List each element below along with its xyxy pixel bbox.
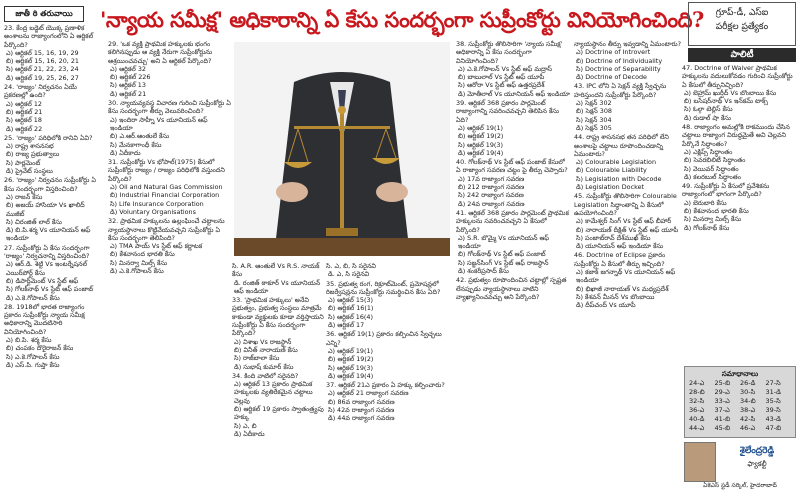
answer-option: సి) ఆర్టికల్ 21, 22, 23, 24 [6,65,79,74]
question-text: 32. ప్రాథమిక హక్కులను ఉల్లంఘించే చట్టాలను న్యాయస్థానాలు కొట్టివేయవచ్చని సుప్రీంకోర్టు ఏ కేసు సందర్భంగా తెలిపింది? [108,217,225,242]
answer-option: ఎ) విశాఖ Vs రాజస్థాన్ [234,337,292,346]
answer-key-item: 35-సి [765,397,781,405]
question-item [574,40,682,81]
question-text: 30. న్యాయవ్యవస్థ విచారణ గురించి సుప్రీంకోర్టు ఏ కేసు సందర్భంగా తీర్పు వెలువరించింది? [108,99,231,116]
answer-option: డి) ఏదీకాదు [234,429,265,438]
question-text: 34. కింది వాటిలో సరైనది? [232,371,299,380]
question-text: 31. సుప్రీంకోర్టు Vs భోపాల్(1975) కేసులో సుప్రీంకోర్టు రాజ్యం / రాజ్యం పరిధిలోకి వస్తుందని పేర్కొంది? [108,158,225,183]
answer-option: సి) ఆరోరా Vs స్టేట్ ఆఫ్ ఉత్తరప్రదేశ్ [458,81,545,90]
answer-option: సి) ఆర్టికల్ 13 [110,81,146,90]
answer-key-item: 31-డి [765,388,781,396]
answer-option: బి) ఆర్టికల్ 19(2) [328,355,374,364]
question-item [326,262,452,279]
question-text: 46. Doctrine of Eclipse ప్రకారం సుప్రీంకోర్టు ఏ కేసులో తీర్పు ఇచ్చింది? [574,251,666,268]
question-text: 23. కేంద్ర బడ్జెట్ యొక్క ప్రణాళిక అంశాలను రాజ్యాంగంలోని ఏ ఆర్టికల్ పేర్కొంది? [4,24,94,49]
answer-option: సి) ఓల్గా టెల్లిస్ కేసు [684,105,733,114]
answer-option: సి) రాజ్‌బాలా కేసు [234,354,280,363]
author-name: శైలేంద్రరెడ్డి [739,446,775,456]
question-text: 38. సుప్రీంకోర్టు తొలిసారిగా 'న్యాయ సమీక్ష' అధికారాన్ని ఏ కేసు సందర్భంగా వినియోగించింది? [456,40,563,65]
answer-option: డి) యూనియన్ ఆఫ్ ఇండియా కేసు [576,242,664,251]
answer-option: బి) డిపార్ట్‌మెంట్ Vs స్టేట్ ఆఫ్ [6,276,79,285]
answer-key-item: 45-బి [714,424,731,432]
question-item [456,40,570,98]
scales-of-justice-image [234,42,450,256]
question-item [108,217,232,275]
answer-option: బి) అజయ్ హాసియా Vs ఖాలిద్ ముజీబ్ [6,201,85,218]
question-item [456,209,570,275]
answer-option: డి) ఆర్టికల్ 19(4) [328,371,374,380]
question-text: 24. 'రాజ్యం' నిర్వచనం ఏయే ప్రకరణల్లో ఉంది? [4,83,77,100]
answer-option: డి) సెక్షన్ 305 [576,123,612,132]
question-item [682,182,796,232]
question-item [326,330,452,380]
question-text: సి. A.R. ఆంతులే Vs R.S. నాయక్ కేసు [232,262,320,279]
answer-option: డి) ఆర్టికల్ 17 [328,321,365,330]
column-6 [574,40,682,495]
answer-option: ఎ) ఇందిరా సాహ్నీ Vs యూనియన్ ఆఫ్ ఇండియా [110,115,208,132]
answer-key-item: 38-ఎ [740,406,756,414]
answer-option: ఎ) ఆర్టికల్ 21 రాజ్యాంగ సవరణ [328,389,409,398]
answer-option: బి) గోలక్‌నాథ్ Vs స్టేట్ ఆఫ్ పంజాబ్ [458,250,546,259]
question-item [232,372,324,438]
question-item [4,176,100,242]
answer-option: ఎ) రాజన్ కేసు [6,192,43,201]
exam-label-line2: పరీక్షల ప్రత్యేకం [715,22,769,32]
column-7 [682,64,796,364]
subject-label: పాలిటీ [688,48,796,62]
answer-option: ఎ) ఆర్టికల్ 19(1) [328,346,374,355]
answer-option: సి) చిరంజిత్ లాల్ కేసు [6,217,62,226]
question-text: 35. ప్రభుత్వ రంగ, రిక్రూట్‌మెంట్, ప్రమోషన్లలో రిజర్వేషన్లను సుప్రీంకోర్టు సమర్థించిన కేసు ఏది? [326,279,441,296]
answer-key-item: 33-ఎ [714,397,730,405]
answer-option: బి) బసేషర్‌నాథ్ Vs ఇన్‌కమ్ టాక్స్ [684,97,768,106]
justice-scales-photo [234,42,450,256]
answer-option: సి) Legislation with Decode [576,174,662,183]
answer-option: సి) సెక్షన్ 304 [576,115,612,124]
author-photo [684,442,716,482]
question-text: సి. ఎ, బి, సి సరైనవి [326,262,376,270]
answer-key-item: 47-బి [765,424,782,432]
answer-key-box [684,366,796,438]
answer-option: సి) గోలక్‌నాథ్ Vs స్టేట్ ఆఫ్ పంజాబ్ [6,285,94,294]
answer-option: డి. రంజిత్ ఠాకూర్ Vs యూనియన్ ఆఫ్ ఇండియా [234,278,321,295]
column-4 [326,262,452,494]
answer-option: డి) ఆర్టికల్ 22 [6,124,43,133]
answer-option: ఎ) ఎక్లిప్స్ సిద్ధాంతం [684,147,733,156]
answer-option: ఎ) ఆర్టికల్ 12 [6,99,42,108]
question-item [4,134,100,175]
answer-option: బి) ఆర్టికల్ 226 [110,73,151,82]
answer-option: ఎ) ఎ.కె.గోపాలన్ Vs స్టేట్ ఆఫ్ మద్రాస్ [458,64,553,73]
answer-option: బి) వినీత్ నారాయణ్ కేసు [234,345,298,354]
answer-option: సి) 242 రాజ్యాంగ సవరణ [458,191,524,200]
answer-key-item: 36-ఎ [689,406,705,414]
question-text: 44. రాష్ట్ర శాసనసభ తన పరిధిలో లేని అంశాలపై చట్టాలు రూపొందించడాన్ని ఏమంటారు? [574,133,669,158]
answer-option: డి) ప్రైవేట్ సంస్థలు [6,167,53,176]
answer-option: ఎ) TMA పాయ్ Vs స్టేట్ ఆఫ్ కర్ణాటక [110,242,203,251]
answer-option: బి) భిఖాజీ నారాయణ్ Vs మధ్యప్రదేశ్ [576,284,669,293]
answer-option: డి) ఎస్.పి. గుప్తా కేసు [6,360,60,369]
answer-option: సి) Life Insurance Corporation [110,199,204,208]
answer-option: సి) ఆర్టికల్ 16(4) [328,312,373,321]
answer-option: బి) Doctrine of Individuality [576,56,663,65]
author-org: ఏకెఎస్ స్టడీ సర్కిల్, హైదరాబాద్ [703,482,777,489]
answer-option: డి) రుడాల్ షా కేసు [684,113,731,122]
answer-option: బి) చంపకం దొరైరాజన్ కేసు [6,344,74,353]
answer-option: సి) పార్లమెంట్ [6,158,41,167]
answer-option: సి) మేనకాగాంధీ కేసు [110,140,162,149]
answer-option: సి) మినర్వా మిల్స్ కేసు [110,258,168,267]
answer-option: ఎ) బి.పి. శర్మ కేసు [6,335,52,344]
question-item [456,276,570,301]
question-item [456,158,570,208]
answer-option: బి) 86వ రాజ్యాంగ సవరణ [328,397,395,406]
answer-option: సి) వెయివర్ సిద్ధాంతం [684,164,739,173]
answer-option: సి) ఆర్టికల్ 19(3) [328,363,373,372]
answer-option: బి) ఆర్టికల్ 19 ప్రకారం స్వాతంత్ర్యపు హక్కు [234,405,324,422]
answer-option: డి) శంకరీప్రసాద్ కేసు [458,267,509,276]
answer-option: డి) కలరబుల్ సిద్ధాంతం [684,172,741,181]
answer-option: ఎ) ఆర్టికల్ 19(1) [458,123,504,132]
answer-key-item: 41-బి [714,415,731,423]
question-item [574,133,682,191]
page-title: 'న్యాయ సమీక్ష' అధికారాన్ని ఏ కేసు సందర్భంగా సుప్రీంకోర్టు వినియోగించింది? [100,7,704,32]
answer-option: డి) దీప్‌చంద్ Vs యూపీ [576,301,636,310]
answer-option: డి) Voluntary Organisations [110,207,196,216]
question-item [4,83,100,133]
answer-option: ఎ) Colourable Legislation [576,158,656,167]
answer-key-item: 27-సి [765,379,781,387]
question-item [108,40,232,98]
answer-key-item: 28-బి [689,388,705,396]
question-text: 42. ప్రభుత్వం రూపొందించిన చట్టాల్లో స్పష్టత లేనప్పుడు న్యాయస్థానాలు వాటిని వ్యాఖ్యానించవచ్చు అని పేర్కొంది? [456,276,567,301]
question-item [108,158,232,216]
answer-option: ఎ) కామేశ్వర్ సింగ్ Vs స్టేట్ ఆఫ్ బీహార్ [576,217,672,226]
answer-option: బి) ఆర్టికల్ 19(2) [458,132,504,141]
answer-option: బి) ఎ.ఆర్.ఆంతులే కేసు [110,132,170,141]
answer-option: డి) ఏదీకాదు [110,148,141,157]
answer-option: సి) ఆర్టికల్ 19(3) [458,140,503,149]
question-text: 37. ఆర్టికల్ 21ఎ ప్రకారం ఏ హక్కు కల్పించారు? [326,381,445,390]
exam-label-box [688,2,796,46]
answer-option: ఎ) సెక్షన్ 302 [576,99,612,108]
answer-option: ఎ) ఆర్టికల్ 32 [110,64,146,73]
answer-key-item: 24-ఎ [689,379,705,387]
answer-option: డి) బి.పి.శర్మ Vs యూనియన్ ఆఫ్ ఇండియా [6,226,91,243]
answer-option: ఎ) 17వ రాజ్యాంగ సవరణ [458,174,525,183]
answer-option: ఎ) రాష్ట్ర శాసనసభ [6,142,54,151]
question-text: 45. సుప్రీంకోర్టు తొలిసారిగా Colourable Legislation సిద్ధాంతాన్ని ఏ కేసులో ఉపయోగించింది? [574,192,677,217]
exam-label-line1: గ్రూప్-డీ, ఎస్ఐ [715,8,769,18]
answer-option: బి) ఆర్టికల్ 16(1) [328,304,374,313]
question-text: 25. 'రాజ్యం' పరిధిలోకి రానివి ఏవి? [4,133,93,142]
answer-option: డి) ఆర్టికల్ 19(4) [458,148,504,157]
question-item [232,262,324,295]
answer-option: సి) 42వ రాజ్యాంగ సవరణ [328,406,395,415]
question-text: 40. గోలక్‌నాథ్ Vs స్టేట్ ఆఫ్ పంజాబ్ కేసులో ఏ రాజ్యాంగ సవరణ చట్టం పై తీర్పు చెప్పారు? [456,158,568,175]
answer-option: ఎ) Doctrine of Introvert [576,48,651,57]
author-role: ఫ్యాకల్టీ [747,460,767,468]
answer-option: బి) Industrial Financial Corporation [110,191,220,200]
question-item [682,123,796,181]
answer-key-item: 29-ఎ [714,388,730,396]
answer-option: సి) సజ్జన్‌సింగ్ Vs స్టేట్ ఆఫ్ రాజస్థాన్ [458,258,549,267]
question-item [232,296,324,371]
answer-option: డి) మోతీలాల్ Vs యూనియన్ ఆఫ్ ఇండియా [458,89,570,98]
answer-option: డి) గోలక్‌నాథ్ కేసు [684,223,730,232]
answer-option: డి) ఆర్టికల్ 21 [110,89,147,98]
answer-option: బి) ఆర్టికల్ 15, 16, 20, 21 [6,57,79,66]
column-5 [456,40,570,495]
question-item [456,99,570,157]
answer-option: డి) ఆర్టికల్ 19, 25, 26, 27 [6,73,79,82]
question-text: 36. ఆర్టికల్ 19(1) ప్రకారం కల్పించిన స్వేచ్ఛలు ఎన్ని? [326,330,442,347]
section-tag: జాతీ ఠి తరువాయి [4,6,84,22]
question-text: 28. 1918లో భారత రాజ్యాంగం ప్రకారం సుప్రీంకోర్టు న్యాయ సమీక్ష అధికారాన్ని మొదటిసారి వినియోగించింది? [4,302,85,336]
answer-option: డి) 24వ రాజ్యాంగ సవరణ [458,199,525,208]
question-text: 48. రాజ్యాంగం అమల్లోకి రాకముందు చేసిన చట్టాలు రాజ్యాంగ విరుద్ధమైతే అవి చెల్లవని పేర్కొనే సిద్ధాంతం? [682,123,790,148]
question-text: 33. 'ప్రాథమిక హక్కులు' అనేవి ప్రభుత్వం, ప్రభుత్వ సంస్థలు మాత్రమే కాకుండా వ్యక్తులకు కూడా వర్తిస్తాయని సుప్రీంకోర్టు ఏ కేసు సందర్భంగా పేర్కొంది? [232,296,324,338]
answer-option: బి) కేశవానంద భారతి కేసు [684,207,749,216]
answer-option: డి) 44వ రాజ్యాంగ సవరణ [328,414,395,423]
answer-option: ఎ) S.R. బొమ్మై Vs యూనియన్ ఆఫ్ ఇండియా [458,233,550,251]
question-item [574,251,682,309]
answer-key-item: 32-సి [689,397,705,405]
answer-key-item: 40-డి [689,415,705,423]
answer-key-item: 37-ఎ [714,406,730,414]
answer-option: ఎ) కజాక్ జగన్నాథ్ Vs యూనియన్ ఆఫ్ ఇండియా [576,268,676,285]
question-text: 43. IPC లోని ఏ సెక్షన్ వ్యక్తి స్వేచ్ఛను హరిస్తుందని సుప్రీంకోర్టు పేర్కొంది? [574,82,667,99]
answer-key-title: సమాధానాలు [721,370,759,378]
question-item [326,280,452,330]
answer-option: ఎ) ఆర్.డి. శెట్టి Vs ఇంటర్నేషనల్ ఎయిర్‌పోర్ట్ కేసు [6,260,88,277]
answer-key-item: 39-సి [765,406,781,414]
answer-option: డి. ఎ, సి సరైనవి [328,270,370,279]
column-1 [4,24,100,494]
answer-option: బి) సెవరబిలిటీ సిద్ధాంతం [684,156,746,165]
answer-key-item: 26-డి [740,379,756,387]
question-text: 47. Doctrine of Waiver ప్రాథమిక హక్కులను వదులుకోవడం గురించి సుప్రీంకోర్టు ఏ కేసులో తీర్పునిచ్చింది? [682,64,793,89]
question-text: 27. సుప్రీంకోర్టు ఏ కేసు సందర్భంగా 'రాజ్యం' నిర్వచనాన్ని విస్తరించింది? [4,243,90,261]
answer-option: డి) సుభాష్ కుమార్ కేసు [234,362,294,371]
answer-option: బి) Colourable Liability [576,166,647,175]
answer-option: సి) మినర్వా మిల్స్ కేసు [684,215,742,224]
answer-option: బి) నారాయణ్ దీక్షిత్ Vs స్టేట్ ఆఫ్ యూపీ [576,225,679,234]
answer-option: బి) 212 రాజ్యాంగ సవరణ [458,183,525,192]
question-text: 41. ఆర్టికల్ 368 ప్రకారం పార్లమెంట్ ప్రాథమిక హక్కులను సవరించవచ్చని ఏ కేసులో పేర్కొంది? [456,208,569,234]
answer-key-item: 44-ఎ [689,424,705,432]
answer-option: ఎ) ఆర్టికల్ 13 ప్రకారం ప్రాథమిక హక్కులకు వ్యతిరేకమైన చట్టాలు చెల్లవు [234,380,313,405]
column-2 [108,40,232,495]
answer-key-item: 46-ఎ [740,424,756,432]
answer-option: బి) రాజ్య ప్రభుత్వాలు [6,150,60,159]
question-item [326,381,452,422]
answer-key-item: 25-బి [714,379,731,387]
answer-option: సి) పంజాబ్‌రావ్ దేశ్‌ముఖ్ కేసు [576,233,651,242]
answer-option: డి) ఎ.కె.గోపాలన్ కేసు [6,293,60,302]
question-item [4,24,100,82]
answer-option: బి) బాబులాల్ Vs స్టేట్ ఆఫ్ యూపీ [458,73,545,82]
answer-key-item: 43-డి [765,415,781,423]
question-item [574,82,682,132]
question-item [108,99,232,157]
answer-option: బి) ఆర్టికల్ 21 [6,107,43,116]
answer-option: డి) Doctrine of Decode [576,73,647,82]
answer-option: ఎ) బెరుబారి కేసు [684,198,727,207]
question-item [4,244,100,302]
question-item [574,192,682,250]
answer-option: ఎ) బెహ్రామ్ ఖుర్షీద్ Vs బొంబాయి కేసు [684,88,777,97]
author-box [684,442,796,494]
answer-option: ఎ) ఆర్టికల్ 15(3) [328,296,374,305]
answer-option: బి) కేశవానంద భారతి కేసు [110,250,175,259]
question-item [4,303,100,369]
answer-option: ఎ) ఆర్టికల్ 15, 16, 19, 29 [6,48,79,57]
answer-option: డి) ఎ.కె.గోపాలన్ కేసు [110,267,164,276]
answer-option: డి) Legislation Docket [576,183,645,192]
question-text: 26. 'రాజ్యం' నిర్వచనం సుప్రీంకోర్టు ఏ కేసు సందర్భంగా విస్తరించింది? [4,176,96,193]
answer-key-item: 42-సి [740,415,756,423]
question-text: 49. సుప్రీంకోర్టు ఏ కేసులో ప్రవేశికను రాజ్యాంగంలో భాగంగా పేర్కొంది? [682,182,770,199]
answer-option: సి) ఎ, బి [234,421,257,430]
question-text: 39. ఆర్టికల్ 368 ప్రకారం పార్లమెంట్ రాజ్యాంగాన్ని సవరించవచ్చని తెలిపిన కేసు ఏది? [456,99,559,124]
answer-key-item: 30-సి [740,388,756,396]
question-text: న్యాయస్థానం తీర్పు ఇవ్వడాన్ని ఏమంటారు? [574,40,682,48]
answer-option: బి) సెక్షన్ 308 [576,107,612,116]
column-3 [232,262,324,494]
answer-option: సి) ఆర్టికల్ 18 [6,116,42,125]
question-item [682,64,796,122]
answer-option: ఎ) Oil and Natural Gas Commission [110,183,223,192]
question-text: 29. 'ఒక వ్యక్తి ప్రాథమిక హక్కులకు భంగం కలిగినప్పుడు ఆ వ్యక్తి నేరుగా సుప్రీంకోర్టును ఆశ్రయించవచ్చు' అని ఏ ఆర్టికల్ పేర్కొంది? [108,40,213,65]
answer-key-grid [685,379,795,433]
answer-option: సి) కేశవన్ మీనన్ Vs బొంబాయి [576,292,655,301]
answer-option: సి) Doctrine of Separability [576,64,661,73]
answer-option: సి) ఎ.కె.గోపాలన్ కేసు [6,352,60,361]
answer-key-item: 34-బి [740,397,756,405]
